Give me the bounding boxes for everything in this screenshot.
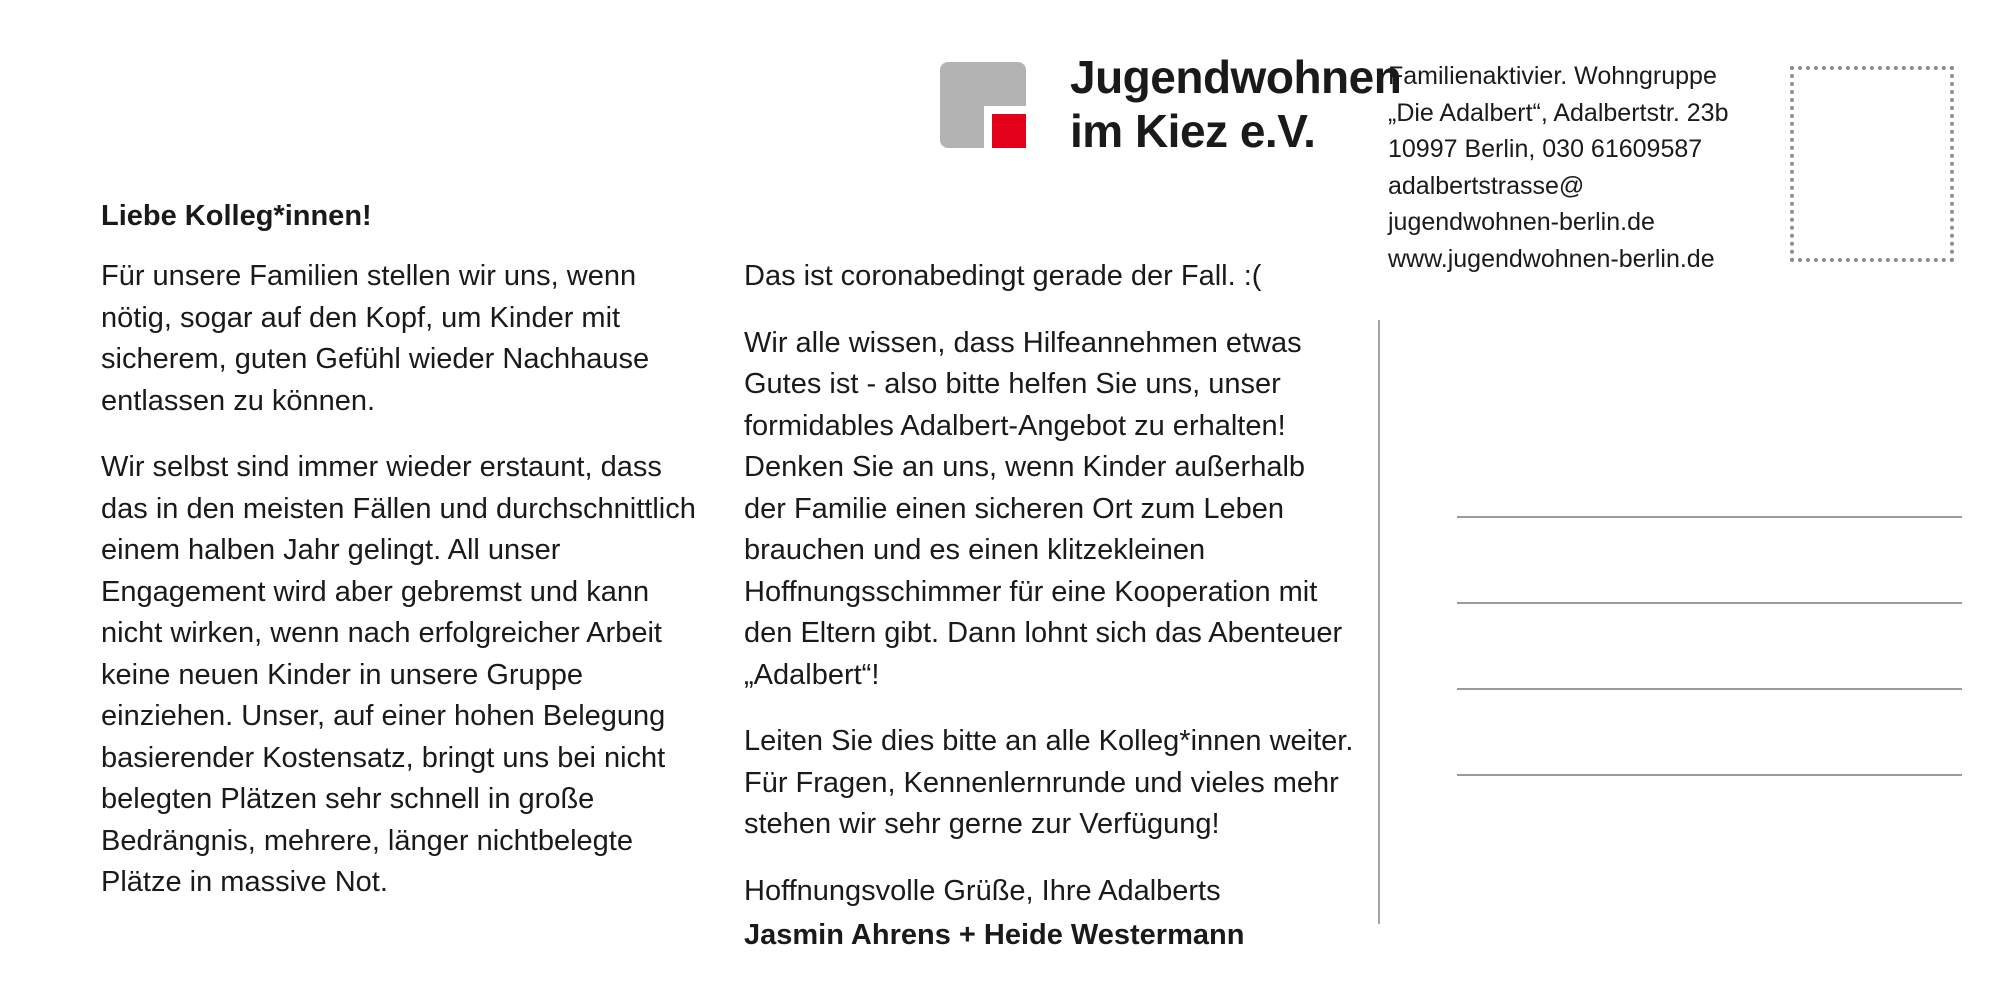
organization-name-line1: Jugendwohnen [1070,51,1402,103]
letter-column-2 [744,256,1354,982]
sender-line: www.jugendwohnen-berlin.de [1388,244,1715,273]
organization-logo-icon [940,62,1026,148]
sender-line: Familienaktivier. Wohngruppe [1388,62,1717,90]
letter-closing: Hoffnungsvolle Grüße, Ihre Adalberts [744,874,1221,907]
address-line [1457,688,1962,690]
postcard-divider [1378,320,1380,924]
letter-signature: Jasmin Ahrens + Heide Westermann [744,919,1245,951]
sender-line: „Die Adalbert“, Adalbertstr. 23b [1388,98,1729,127]
letter-paragraph: Wir alle wissen, dass Hilfeannehmen etwas Gutes ist - also bitte helfen Sie uns, unser formidables Adalbert-Angebot zu erhalten! Denken Sie an uns, wenn Kinder außerhalb der Familie einen sicheren Ort zum Leben brauchen und es einen klitzekleinen Hoffnungsschimmer für eine Kooperation mit den Eltern gibt. Dann lohnt sich das Abenteuer „Adalbert“! [744,326,1343,691]
letter-paragraph: Wir selbst sind immer wieder erstaunt, dass das in den meisten Fällen und durchschnittlich einem halben Jahr gelingt. All unser Engagement wird aber gebremst und kann nicht wirken, wenn nach erfolgreicher Arbeit keine neuen Kinder in unsere Gruppe einziehen. Unser, auf einer hohen Belegung basierender Kostensatz, bringt uns bei nicht belegten Plätzen sehr schnell in große Bedrängnis, mehrere, länger nichtbelegte Plätze in massive Not. [101,451,696,898]
organization-name [1070,50,1401,158]
letter-paragraph: Das ist coronabedingt gerade der Fall. :( [744,260,1262,292]
letter-greeting: Liebe Kolleg*innen! [101,200,372,232]
stamp-placeholder [1790,66,1954,262]
sender-line: jugendwohnen-berlin.de [1388,208,1655,236]
letter-paragraph: Leiten Sie dies bitte an alle Kolleg*innen weiter. Für Fragen, Kennenlernrunde und vieles mehr stehen wir sehr gerne zur Verfügung! [744,725,1354,840]
address-line [1457,602,1962,604]
sender-address [1388,58,1728,277]
organization-name-line2: im Kiez e.V. [1070,105,1316,157]
sender-line: 10997 Berlin, 030 61609587 [1388,135,1703,163]
sender-line: adalbertstrasse@ [1388,171,1585,200]
letter-paragraph: Für unsere Familien stellen wir uns, wenn nötig, sogar auf den Kopf, um Kinder mit sicherem, guten Gefühl wieder Nachhause entlassen zu können. [101,260,650,417]
address-line [1457,774,1962,776]
address-line [1457,516,1962,518]
logo-red-square [992,114,1026,148]
letter-column-1 [101,256,701,929]
